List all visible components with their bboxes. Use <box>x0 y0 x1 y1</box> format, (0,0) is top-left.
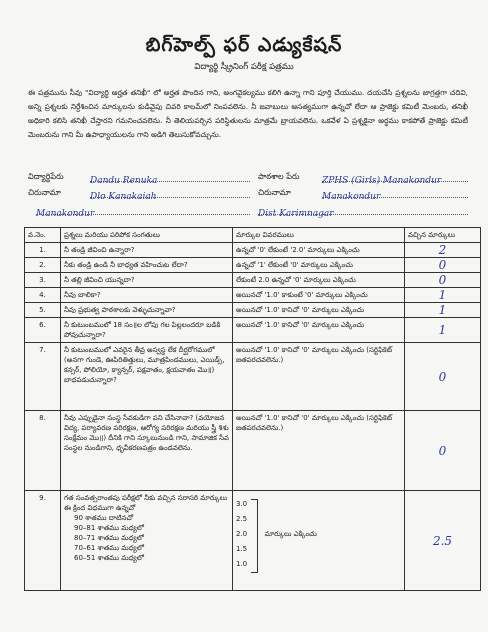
percentage-range: 90 శాతము దాటినచో <box>74 514 134 522</box>
row-question: నీకు తండ్రి ఉండి నీ బాధ్యత వహించుట లేదా? <box>61 258 233 273</box>
row-score: 2.5 <box>405 491 481 591</box>
row-question: గత సంవత్సరాంతపు పరీక్షలో నీకు వచ్చిన సరాసరి మార్కులు ఈ క్రింద విధముగా ఉన్నచో <box>64 494 228 512</box>
percentage-range: 80–71 శాతము మధ్యలో <box>74 534 144 542</box>
row-question: నీవు బాలికా? <box>61 288 233 303</box>
school-name-field <box>322 168 468 186</box>
row-question: నీ కుటుంబములో ఎవరైన తీవ్ర అస్వస్థ లేక దీర్ఘరోగములో (అనగా గుండె, ఊపిరితిత్తులు, మూత్రపిండములు, ఎయిడ్స్, కన్సర్, పోలియో, క్యాన్సర్, పక్షవాతం, క్షయవాతం మొ॥) బాధపడుచున్నారా? <box>61 343 233 411</box>
header-questions: ప్రశ్నలు మరియు పరిపోక సంగతులు <box>61 228 233 243</box>
row-number: 9. <box>25 491 61 591</box>
row-marks-rule: అయినచో '1.0' కానిచో '0' మార్కులు ఎక్కించు <box>233 303 405 318</box>
scale-value: 3.0 <box>236 500 248 508</box>
scale-value: 2.5 <box>236 515 248 523</box>
school-name-label: పాఠశాల పేరు <box>258 172 300 181</box>
row-score: 1 <box>405 318 481 343</box>
row-score: 0 <box>405 411 481 491</box>
student-name-label: విద్యార్థిపేరు <box>28 172 64 181</box>
percentage-range: 60–51 శాతము మధ్యలో <box>74 554 144 562</box>
row-score: 1 <box>405 303 481 318</box>
table-row <box>25 303 481 318</box>
row-marks-rule-9 <box>233 491 405 591</box>
row-question: నీ కుటుంబములో 18 సం॥ల లోపు గల పిల్లలందరూ బడికి పోవుచున్నారా? <box>61 318 233 343</box>
row-marks-rule: అయినచో '1.0' కాకుంటే '0' మార్కులు ఎక్కించు <box>233 288 405 303</box>
header-marks-obtained: వచ్చిన మార్కులు <box>405 228 481 243</box>
table-row <box>25 343 481 411</box>
table-row <box>25 258 481 273</box>
marks-scale <box>236 497 247 572</box>
address-field-line1 <box>90 184 250 202</box>
bracket-shape <box>251 499 258 573</box>
school-address-value-2: Dist Karimnagar <box>258 209 334 219</box>
row-score: 0 <box>405 343 481 411</box>
row-number: 3. <box>25 273 61 288</box>
table-row <box>25 491 481 591</box>
address-field-line2 <box>36 201 250 219</box>
table-row <box>25 411 481 491</box>
row-marks-rule: అయినచో '1.0' కానిచో '0' మార్కులు ఎక్కించు <box>233 318 405 343</box>
student-name-field <box>90 168 250 186</box>
row-question: నీ తండ్రి జీవించి ఉన్నారా? <box>61 243 233 258</box>
page-title: బిగ్‌హెల్ప్ ఫర్ ఎడ్యుకేషన్ <box>145 34 343 56</box>
row-number: 8. <box>25 411 61 491</box>
row-question: నీవు ప్రభుత్వ పాఠశాలకు వెళ్ళుచున్నావా? <box>61 303 233 318</box>
scale-value: 2.0 <box>236 530 248 538</box>
row-number: 2. <box>25 258 61 273</box>
row-marks-rule: ఉన్నచో '0' లేకుంటే '2.0' మార్కులు ఎక్కించు <box>233 243 405 258</box>
page-subtitle: విద్యార్థి స్క్రీనింగ్ పరీక్ష పత్రము <box>194 62 294 72</box>
percentage-range-list <box>74 513 229 563</box>
percentage-range: 70–61 శాతము మధ్యలో <box>74 544 144 552</box>
address-value-1: Dlo Kanakaiah <box>90 192 157 202</box>
row-marks-rule: అయినచో '1.0' కానిచో '0' మార్కులు ఎక్కించు (సర్టిఫికెట్ జతపరచవలెను.) <box>233 411 405 491</box>
row-number: 5. <box>25 303 61 318</box>
row-marks-rule: మార్కులు ఎక్కించు <box>264 530 317 538</box>
screening-table <box>24 227 481 591</box>
row-score: 0 <box>405 258 481 273</box>
table-row <box>25 288 481 303</box>
school-name-value: ZPHS (Girls) Manakondur <box>322 176 442 186</box>
row-number: 6. <box>25 318 61 343</box>
header-serial-no: వ.నెం. <box>25 228 61 243</box>
row-number: 4. <box>25 288 61 303</box>
row-score: 2 <box>405 243 481 258</box>
school-address-field-line1 <box>322 184 468 202</box>
row-number: 7. <box>25 343 61 411</box>
row-number: 1. <box>25 243 61 258</box>
student-name-value: Dandu Renuka <box>90 176 158 186</box>
address-value-2: Manakondur <box>36 209 95 219</box>
table-row <box>25 243 481 258</box>
row-marks-rule: లేకుంటే 2.0 ఉన్నచో '0' మార్కులు ఎక్కించు <box>233 273 405 288</box>
school-address-label: చిరునామా <box>258 188 291 197</box>
row-question: నీవు ఎప్పుడైనా సంస్థ సేవకుడిగా పని చేసినావా? (వయోజన విద్య, పర్యావరణ పరిరక్షణ, ఆరోగ్య పరిరక్షణ మరియు స్త్రీ శిశు సంక్షేమం మొ॥) దీనికి గాని స్కూలునుండి గాని, సామాజిక సేవ సంస్థల నుండిగాని, ధృవీకరణపత్రం ఉండవలెను. <box>61 411 233 491</box>
instructions-paragraph: ఈ పత్రమును సీవు "విద్యార్థి అర్హత తనిఖీ" లో అర్హత పొందిన గాని, అంగవైకల్యము కలిగి ఉన్నా గాని పూర్తి చేయుము. దయచేసి ప్రశ్నలను జాగ్రత్తగా చదివి, అన్ని ప్రశ్నలకు నిర్దేశించిన మార్కులను కుడివైపు చివరి కాలమ్‌లో నింపవలెను. నీ జవాబులు అసత్యముగా ఉన్నచో లేదా ఆ ప్రాజెక్టు కమిటీ మెంబరు, తనిఖీ అధికారి కలిసి తనిఖీ చేస్తారని గమనించవలెను. నీ తెలియపర్చిన పరిస్థితులను మాత్రమే బ్రాయవలెను. ఒకవేళ ఏ ప్రశ్నకైనా అర్థము కాకపోతే ప్రాజెక్టు కమిటీ మెంబరును గాని మీ ఉపాధ్యాయులను గాని అడిగి తెలుసుకోవచ్చును. <box>28 88 468 139</box>
row-question-9 <box>61 491 233 591</box>
scale-value: 1.5 <box>236 545 248 553</box>
scale-value: 1.0 <box>236 560 248 568</box>
school-address-field-line2 <box>258 201 468 219</box>
header-marks-details: మార్కుల వివరములు <box>233 228 405 243</box>
table-header-row <box>25 228 481 243</box>
address-label: చిరునామా <box>28 188 61 197</box>
percentage-range: 90–81 శాతము మధ్యలో <box>74 524 144 532</box>
school-address-value-1: Manakondur <box>322 192 381 202</box>
table-row <box>25 273 481 288</box>
row-marks-rule: అయినచో '1.0' కానిచో '0' మార్కులు ఎక్కించు (సర్టిఫికెట్ జతపరచవలెను.) <box>233 343 405 411</box>
row-marks-rule: ఉన్నచో '1' లేకుంటే '0' మార్కులు ఎక్కించు <box>233 258 405 273</box>
row-score: 1 <box>405 288 481 303</box>
row-question: నీ తల్లి జీవించి యున్నదా? <box>61 273 233 288</box>
row-score: 0 <box>405 273 481 288</box>
table-row <box>25 318 481 343</box>
